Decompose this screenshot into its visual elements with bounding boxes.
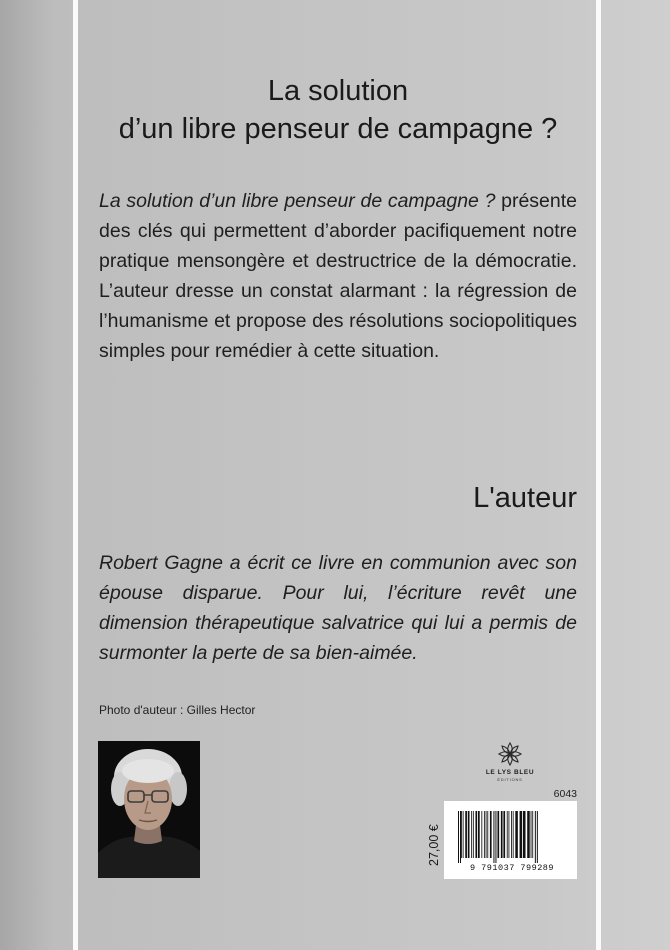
barcode-bar [461, 811, 462, 858]
barcode-bar [486, 811, 487, 858]
book-title [100, 72, 576, 148]
barcode-bar [473, 811, 474, 858]
title-line-1: La solution [267, 75, 409, 107]
barcode-bar [478, 811, 480, 858]
barcode-bar [527, 811, 530, 858]
book-code: 6043 [553, 788, 577, 800]
author-portrait-illustration [98, 741, 200, 878]
blurb-text: présente des clés qui permettent d’aborder pacifiquement notre pratique mensongère et destructrice de la démocratie. L’auteur dresse un constat alarmant : la régression de l’humanisme et propose des résolutions sociopolitiques simples pour remédier à cette situation. [99, 190, 578, 362]
barcode-bar [465, 811, 467, 858]
barcode-bar [493, 811, 494, 863]
barcode-bar [515, 811, 518, 858]
barcode-bar [531, 811, 532, 858]
barcode-bar [484, 811, 485, 858]
barcode-bar [535, 811, 536, 863]
book-blurb [99, 186, 577, 366]
photo-credit: Photo d'auteur : Gilles Hector [99, 703, 256, 717]
barcode-bar [463, 811, 464, 858]
price-label: 27,00 € [427, 824, 441, 866]
author-bio: Robert Gagne a écrit ce livre en communion avec son épouse disparue. Pour lui, l’écriture revêt une dimension thérapeutique salvatrice qui lui a permis de surmonter la perte de sa bien-aimée. [99, 552, 577, 664]
title-line-2: d’un libre penseur de campagne ? [118, 113, 558, 145]
publisher-name: LE LYS BLEU [485, 769, 535, 776]
barcode-bar [471, 811, 472, 858]
lily-flower-icon [497, 741, 523, 767]
barcode [444, 801, 577, 879]
barcode-bar [475, 811, 477, 858]
left-white-stripe [73, 0, 78, 950]
barcode-bar [523, 811, 526, 858]
barcode-bar [537, 811, 538, 863]
barcode-bar [460, 811, 461, 863]
barcode-digits: 9 791037 799289 [469, 863, 554, 873]
barcode-bar [520, 811, 523, 858]
barcode-bar [481, 811, 482, 858]
barcode-bar [490, 811, 492, 858]
barcode-bar [511, 811, 512, 858]
right-white-stripe [596, 0, 601, 950]
publisher-logo [479, 741, 541, 782]
publisher-subtitle: ÉDITIONS [497, 777, 523, 782]
blurb-title-italic: La solution d’un libre penseur de campagne ? [99, 190, 496, 212]
barcode-bar [458, 811, 459, 863]
barcode-bar [503, 811, 505, 858]
barcode-bar [532, 811, 533, 858]
barcode-bar [497, 811, 499, 858]
barcode-bar [501, 811, 503, 858]
barcode-bar [468, 811, 470, 858]
barcode-bar [495, 811, 496, 863]
barcode-bar [509, 811, 510, 858]
barcode-bars [456, 811, 566, 863]
barcode-bar [487, 811, 488, 858]
barcode-bar [507, 811, 508, 858]
author-photo [98, 741, 200, 878]
author-heading: L'auteur [473, 482, 577, 514]
barcode-bar [513, 811, 514, 858]
